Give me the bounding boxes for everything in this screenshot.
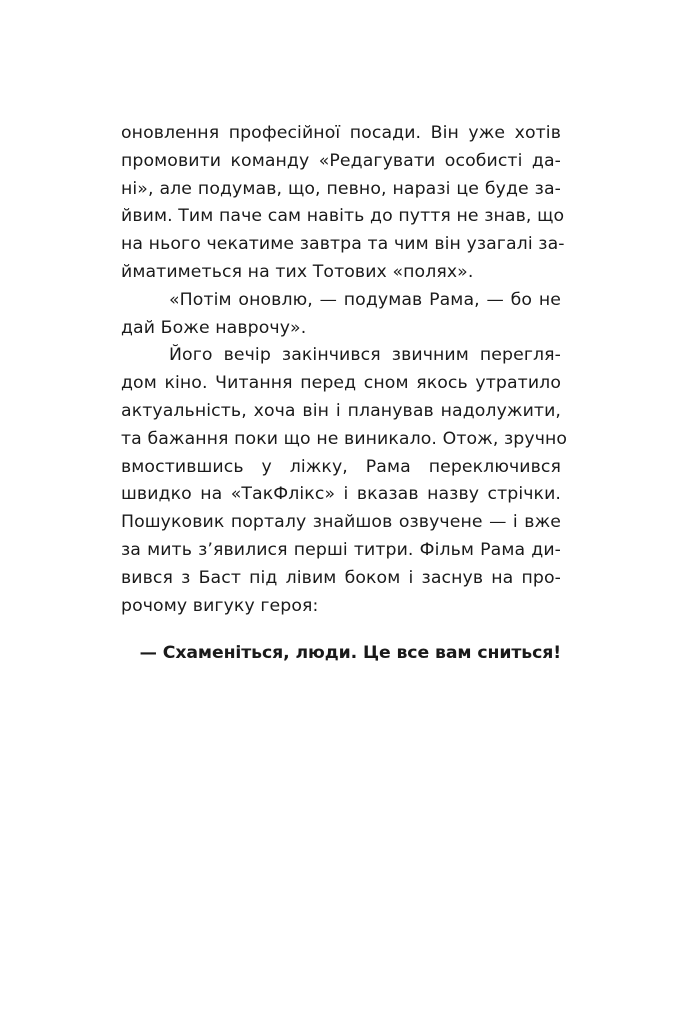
text-line: Його вечір закінчився звичним перегля- bbox=[169, 345, 561, 366]
text-line: швидко на «ТакФлікс» і вказав назву стрічки. bbox=[121, 484, 561, 505]
body-text bbox=[121, 120, 568, 668]
text-line: вмостившись у ліжку, Рама переключився bbox=[121, 456, 561, 477]
paragraph bbox=[121, 287, 561, 343]
text-line: дом кіно. Читання перед сном якось утратило bbox=[121, 373, 561, 394]
text-line: дай Боже наврочу». bbox=[121, 317, 307, 338]
paragraph bbox=[121, 342, 568, 620]
text-line: на нього чекатиме завтра та чим він узагалі за- bbox=[121, 234, 565, 255]
text-line: промовити команду «Редагувати особисті да- bbox=[121, 150, 561, 171]
text-line: ні», але подумав, що, певно, наразі це буде за- bbox=[121, 178, 561, 199]
paragraph bbox=[121, 120, 565, 287]
text-line: оновлення професійної посади. Він уже хотів bbox=[121, 123, 561, 143]
text-line: вився з Баст під лівим боком і заснув на про- bbox=[121, 567, 561, 588]
text-line: «Потім оновлю, — подумав Рама, — бо не bbox=[169, 289, 561, 310]
exclamation-line: — Схаменіться, люди. Це все вам сниться! bbox=[139, 643, 561, 664]
text-line: актуальність, хоча він і планував надолужити, bbox=[121, 400, 561, 421]
text-line: рочому вигуку героя: bbox=[121, 595, 319, 616]
text-line: Пошуковик порталу знайшов озвучене — і вже bbox=[121, 512, 561, 533]
spacer bbox=[121, 620, 561, 640]
text-line: йматиметься на тих Тотових «полях». bbox=[121, 261, 474, 282]
text-line: за мить з’явилися перші титри. Фільм Рама ди- bbox=[121, 539, 561, 560]
text-line: та бажання поки що не виникало. Отож, зручно bbox=[121, 428, 568, 449]
text-line: йвим. Тим паче сам навіть до пуття не знав, що bbox=[121, 206, 565, 227]
